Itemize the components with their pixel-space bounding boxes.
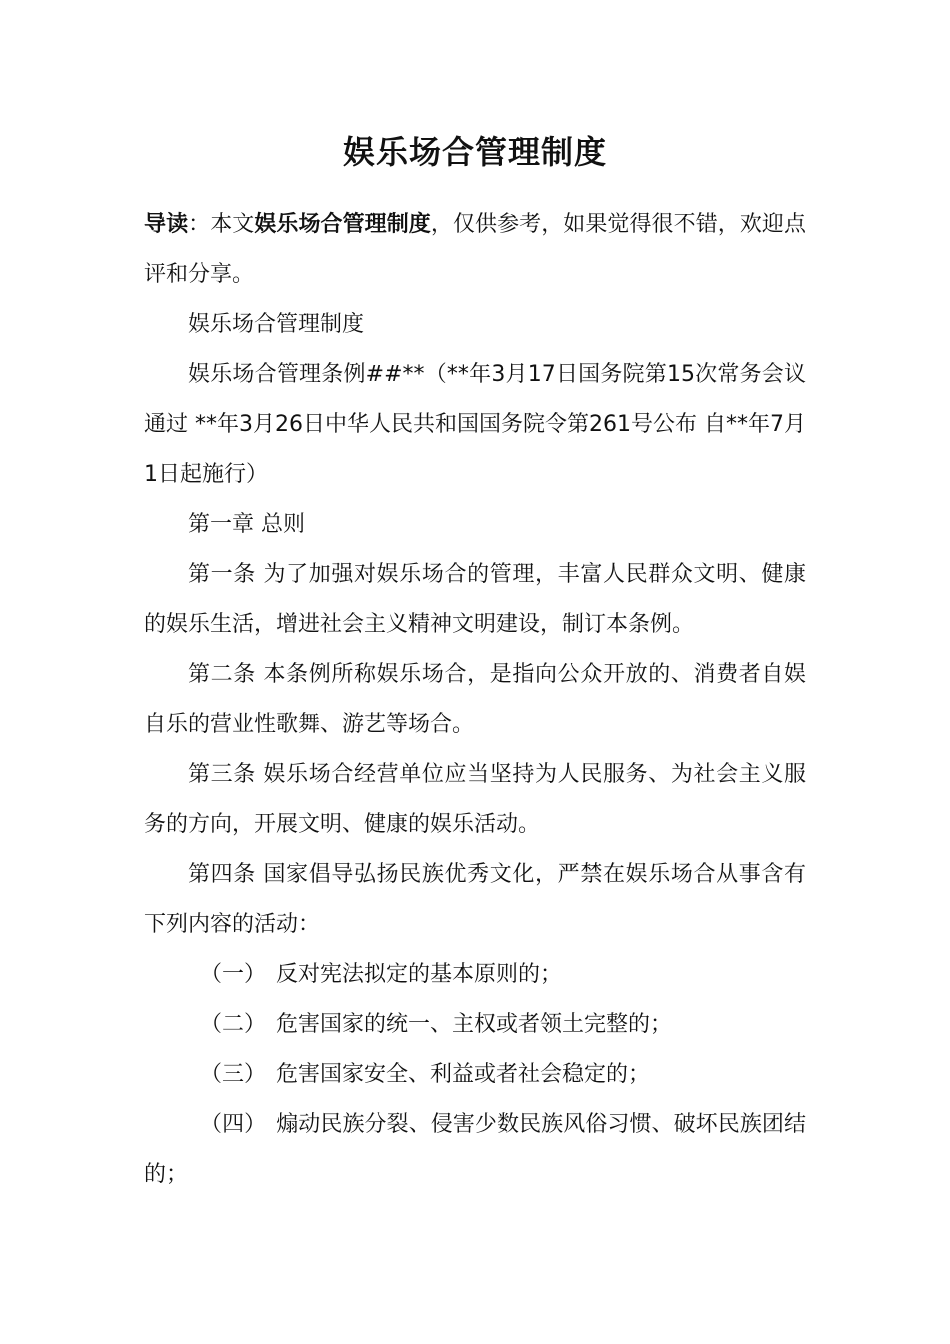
intro-paragraph (144, 200, 806, 300)
article-1 (144, 550, 806, 650)
regulation-note-paragraph: 娱乐场合管理条例##**（**年3月17日国务院第15次常务会议通过 **年3月26日中华人民共和国国务院令第261号公布 自**年7月1日起施行） (144, 362, 806, 487)
article-4 (144, 850, 806, 950)
article-number: 第一条 (188, 562, 256, 587)
article-number: 第三条 (188, 762, 256, 787)
article-3 (144, 750, 806, 850)
chapter-heading: 第一章 总则 (188, 512, 305, 537)
list-item-number: （二） (200, 1012, 267, 1037)
list-item-4 (144, 1100, 806, 1200)
subtitle-paragraph: 娱乐场合管理制度 (188, 312, 365, 337)
article-text: 为了加强对娱乐场合的管理，丰富人民群众文明、健康的娱乐生活，增进社会主义精神文明建设，制订本条例。 (144, 562, 806, 637)
document-body (144, 200, 806, 1200)
document-title: 娱乐场合管理制度 (342, 133, 607, 171)
intro-label: 导读 (144, 212, 189, 237)
list-item-text: 危害国家安全、利益或者社会稳定的； (276, 1062, 651, 1087)
article-text: 国家倡导弘扬民族优秀文化，严禁在娱乐场合从事含有下列内容的活动： (144, 862, 806, 937)
intro-rest: ，仅供参考，如果觉得很不错，欢迎点评和分享。 (144, 212, 806, 287)
article-2 (144, 650, 806, 750)
article-text: 娱乐场合经营单位应当坚持为人民服务、为社会主义服务的方向，开展文明、健康的娱乐活动。 (144, 762, 806, 837)
list-item-number: （四） (200, 1112, 267, 1137)
list-item-3 (144, 1050, 806, 1100)
list-item-number: （三） (200, 1062, 267, 1087)
list-item-text: 危害国家的统一、主权或者领土完整的； (276, 1012, 673, 1037)
article-number: 第四条 (188, 862, 256, 887)
list-item-number: （一） (200, 962, 267, 987)
list-item-text: 反对宪法拟定的基本原则的； (276, 962, 563, 987)
intro-separator: ：本文 (188, 212, 255, 237)
list-item-text: 煽动民族分裂、侵害少数民族风俗习惯、破坏民族团结的； (144, 1112, 806, 1187)
article-text: 本条例所称娱乐场合，是指向公众开放的、消费者自娱自乐的营业性歌舞、游艺等场合。 (144, 662, 806, 737)
intro-bold-title: 娱乐场合管理制度 (254, 212, 431, 237)
article-number: 第二条 (188, 662, 256, 687)
list-item-1 (144, 950, 806, 1000)
list-item-2 (144, 1000, 806, 1050)
